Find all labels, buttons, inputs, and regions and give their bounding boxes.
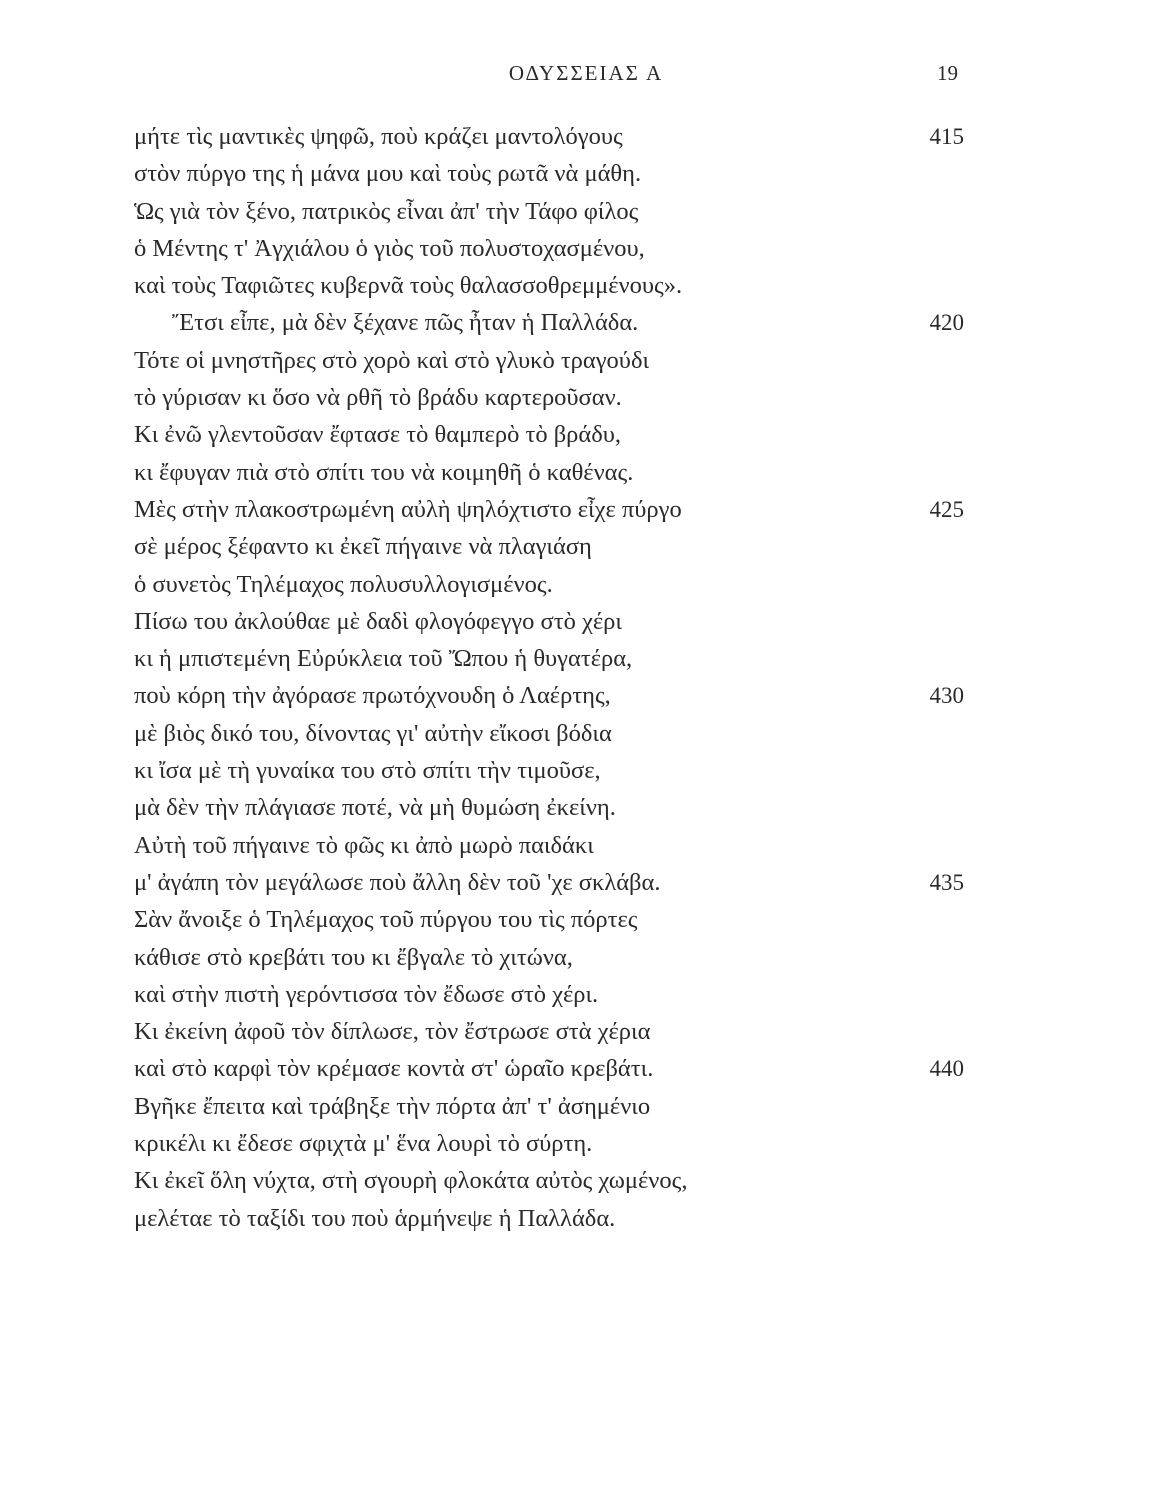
poem-line-text: μήτε τὶς μαντικὲς ψηφῶ, ποὺ κράζει μαντολόγους	[134, 123, 623, 150]
poem-line-text: καὶ τοὺς Ταφιῶτες κυβερνᾶ τοὺς θαλασσοθρεμμένους».	[134, 272, 683, 300]
poem-line	[134, 864, 964, 901]
poem-line-text: Κι ἐκείνη ἀφοῦ τὸν δίπλωσε, τὸν ἔστρωσε στὰ χέρια	[134, 1018, 651, 1046]
poem-line-text: Μὲς στὴν πλακοστρωμένη αὐλὴ ψηλόχτιστο εἶχε πύργο	[134, 495, 682, 523]
poem-line-text: κρικέλι κι ἔδεσε σφιχτὰ μ' ἕνα λουρὶ τὸ σύρτη.	[134, 1130, 593, 1158]
poem-line-text: μὲ βιὸς δικό του, δίνοντας γι' αὐτὴν εἴκοσι βόδια	[134, 719, 612, 747]
poem-line	[134, 1088, 964, 1125]
poem-line-text: καὶ στὸ καρφὶ τὸν κρέμασε κοντὰ στ' ὡραῖο κρεβάτι.	[134, 1055, 654, 1083]
poem-line	[134, 566, 964, 603]
poem-line-text: μὰ δὲν τὴν πλάγιασε ποτέ, νὰ μὴ θυμώση ἐκείνη.	[134, 794, 616, 822]
poem-line-text: ποὺ κόρη τὴν ἀγόρασε πρωτόχνουδη ὁ Λαέρτης,	[134, 682, 611, 710]
line-number: 435	[929, 869, 964, 895]
poem-line	[134, 230, 964, 267]
poem-text	[134, 118, 964, 1237]
poem-line	[134, 193, 964, 230]
poem-line	[134, 416, 964, 453]
poem-line-text: Σὰν ἄνοιξε ὁ Τηλέμαχος τοῦ πύργου του τὶς πόρτες	[134, 906, 638, 934]
poem-line-text: μελέταε τὸ ταξίδι του ποὺ ἁρμήνεψε ἡ Παλλάδα.	[134, 1204, 616, 1232]
poem-line-text: κι ἔφυγαν πιὰ στὸ σπίτι του νὰ κοιμηθῆ ὁ καθένας.	[134, 458, 634, 486]
poem-line-text: τὸ γύρισαν κι ὅσο νὰ ρθῆ τὸ βράδυ καρτεροῦσαν.	[134, 384, 622, 412]
poem-line-text: Κι ἐκεῖ ὅλη νύχτα, στὴ σγουρὴ φλοκάτα αὐτὸς χωμένος,	[134, 1167, 688, 1195]
poem-line	[134, 939, 964, 976]
poem-line-text: ὁ Μέντης τ' Ἀγχιάλου ὁ γιὸς τοῦ πολυστοχασμένου,	[134, 234, 645, 262]
poem-line	[134, 454, 964, 491]
poem-line	[134, 267, 964, 304]
poem-line	[134, 1200, 964, 1237]
poem-line	[134, 155, 964, 192]
poem-line-text: κι ἡ μπιστεμένη Εὐρύκλεια τοῦ Ὤπου ἡ θυγατέρα,	[134, 645, 633, 673]
page-number: 19	[937, 61, 958, 85]
poem-line-text: κάθισε στὸ κρεβάτι του κι ἔβγαλε τὸ χιτώνα,	[134, 943, 573, 971]
poem-line	[134, 342, 964, 379]
poem-line-text: μ' ἀγάπη τὸν μεγάλωσε ποὺ ἄλλη δὲν τοῦ 'χε σκλάβα.	[134, 868, 661, 896]
poem-line	[134, 379, 964, 416]
poem-line	[134, 715, 964, 752]
poem-line	[134, 976, 964, 1013]
poem-line	[134, 304, 964, 341]
poem-line-text: Πίσω του ἀκλούθαε μὲ δαδὶ φλογόφεγγο στὸ χέρι	[134, 607, 622, 635]
line-number: 415	[929, 124, 964, 149]
line-number: 420	[929, 310, 964, 336]
poem-line	[134, 789, 964, 826]
poem-line-text: Κι ἐνῶ γλεντοῦσαν ἔφτασε τὸ θαμπερὸ τὸ βράδυ,	[134, 421, 622, 449]
page-header	[0, 58, 1172, 88]
running-head: ΟΔΥΣΣΕΙΑΣ Α	[508, 61, 664, 85]
line-number: 430	[929, 683, 964, 709]
poem-line-text: Ὡς γιὰ τὸν ξένο, πατρικὸς εἶναι ἀπ' τὴν Τάφο φίλος	[134, 197, 639, 225]
poem-line	[134, 1013, 964, 1050]
poem-line	[134, 677, 964, 714]
poem-line-text: καὶ στὴν πιστὴ γερόντισσα τὸν ἔδωσε στὸ χέρι.	[134, 980, 599, 1008]
poem-line-text: κι ἴσα μὲ τὴ γυναίκα του στὸ σπίτι τὴν τιμοῦσε,	[134, 757, 601, 785]
poem-line	[134, 491, 964, 528]
poem-line	[134, 752, 964, 789]
poem-line	[134, 1050, 964, 1087]
poem-line-text: σὲ μέρος ξέφαντο κι ἐκεῖ πήγαινε νὰ πλαγιάση	[134, 533, 592, 561]
poem-line-text: ὁ συνετὸς Τηλέμαχος πολυσυλλογισμένος.	[134, 570, 553, 598]
poem-line-text: Τότε οἱ μνηστῆρες στὸ χορὸ καὶ στὸ γλυκὸ τραγούδι	[134, 346, 650, 374]
line-number: 425	[929, 496, 964, 522]
poem-line	[134, 528, 964, 565]
poem-line-text: στὸν πύργο της ἡ μάνα μου καὶ τοὺς ρωτᾶ νὰ μάθη.	[134, 160, 642, 188]
poem-line	[134, 1162, 964, 1199]
poem-line	[134, 1125, 964, 1162]
poem-line-text: Ἔτσι εἶπε, μὰ δὲν ξέχανε πῶς ἦταν ἡ Παλλάδα.	[172, 309, 639, 337]
poem-line	[134, 640, 964, 677]
poem-line	[134, 827, 964, 864]
poem-line	[134, 603, 964, 640]
poem-line	[134, 901, 964, 938]
poem-line	[134, 118, 964, 155]
poem-line-text: Αὐτὴ τοῦ πήγαινε τὸ φῶς κι ἀπὸ μωρὸ παιδάκι	[134, 831, 594, 859]
line-number: 440	[929, 1056, 964, 1082]
poem-line-text: Βγῆκε ἔπειτα καὶ τράβηξε τὴν πόρτα ἀπ' τ' ἀσημένιο	[134, 1092, 651, 1120]
